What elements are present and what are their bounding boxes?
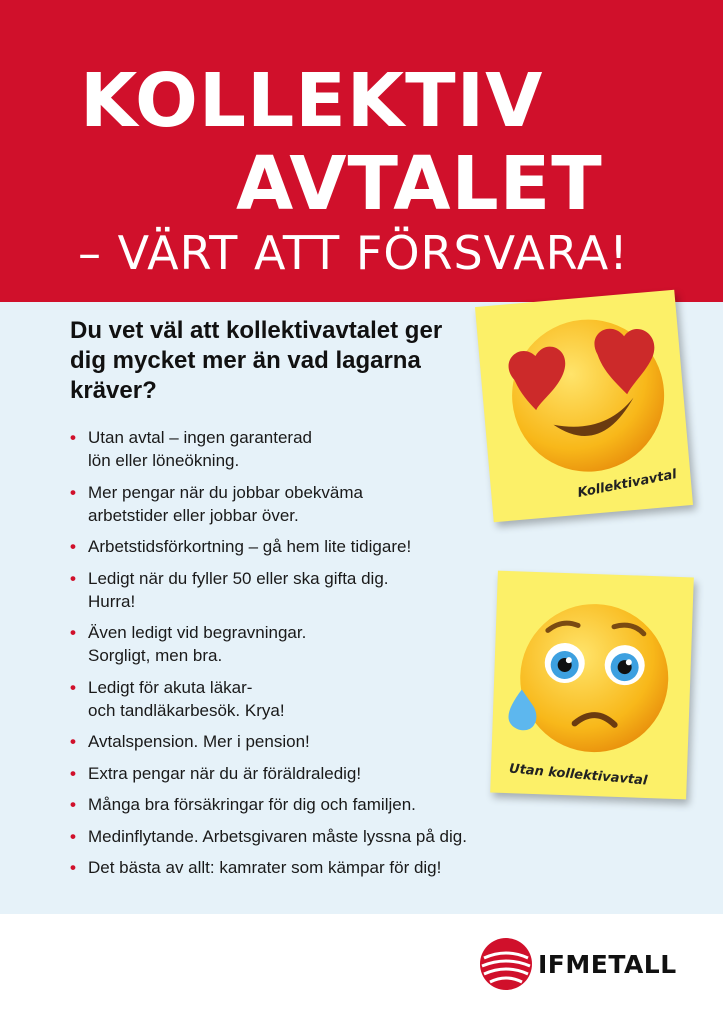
list-item: [70, 856, 550, 879]
header-banner: [0, 0, 723, 302]
list-item-line: Många bra försäkringar för dig och familjen.: [88, 795, 416, 814]
if-metall-logo: [476, 934, 698, 994]
list-item-line: Sorgligt, men bra.: [88, 646, 223, 665]
list-item: [70, 567, 550, 613]
list-item-line: och tandläkarbesök. Krya!: [88, 700, 285, 720]
list-item-line: Arbetstidsförkortning – gå hem lite tidigare!: [88, 537, 412, 556]
list-item: [70, 621, 550, 667]
list-item: [70, 762, 550, 785]
list-item-line: arbetstider eller jobbar över.: [88, 505, 299, 525]
sticky-note-without-agreement: [490, 571, 694, 800]
list-item: [70, 535, 550, 558]
list-item-line: Extra pengar när du är föräldraledig!: [88, 763, 362, 783]
no-agreement-label: Utan kollektivavtal: [508, 761, 648, 789]
list-item: [70, 825, 550, 848]
list-item-line: Utan avtal – ingen garanterad: [88, 428, 312, 447]
list-item-line: Mer pengar när du jobbar obekväma: [88, 482, 363, 502]
subtitle: – VÄRT ATT FÖRSVARA!: [78, 226, 629, 280]
agreement-label: Kollektivavtal: [576, 467, 678, 501]
list-item-line: Ledigt när du fyller 50 eller ska gifta dig.: [88, 568, 389, 588]
list-item-line: Avtalspension. Mer i pension!: [88, 732, 310, 751]
list-item: [70, 730, 550, 753]
list-item: [70, 481, 550, 527]
list-item-line: Ledigt för akuta läkar-: [88, 677, 253, 697]
list-item: [70, 426, 550, 472]
title-line-1: KOLLEKTIV: [80, 58, 544, 144]
list-item: [70, 676, 550, 722]
list-item-line: lön eller löneökning.: [88, 451, 240, 470]
list-item-line: Hurra!: [88, 591, 136, 611]
sticky-note-with-agreement: [475, 290, 693, 523]
if-metall-logo-icon: [476, 934, 536, 994]
intro-question: Du vet väl att kollektivavtalet ger dig mycket mer än vad lagarna kräver?: [70, 317, 443, 404]
title-line-2: AVTALET: [236, 141, 603, 227]
list-item: [70, 793, 550, 816]
list-item-line: Det bästa av allt: kamrater som kämpar för dig!: [88, 858, 442, 877]
list-item-line: Även ledigt vid begravningar.: [88, 623, 307, 642]
benefits-list: [70, 426, 550, 888]
list-item-line: Medinflytande. Arbetsgivaren måste lyssna på dig.: [88, 826, 467, 846]
logo-text: IFMETALL: [538, 950, 677, 979]
